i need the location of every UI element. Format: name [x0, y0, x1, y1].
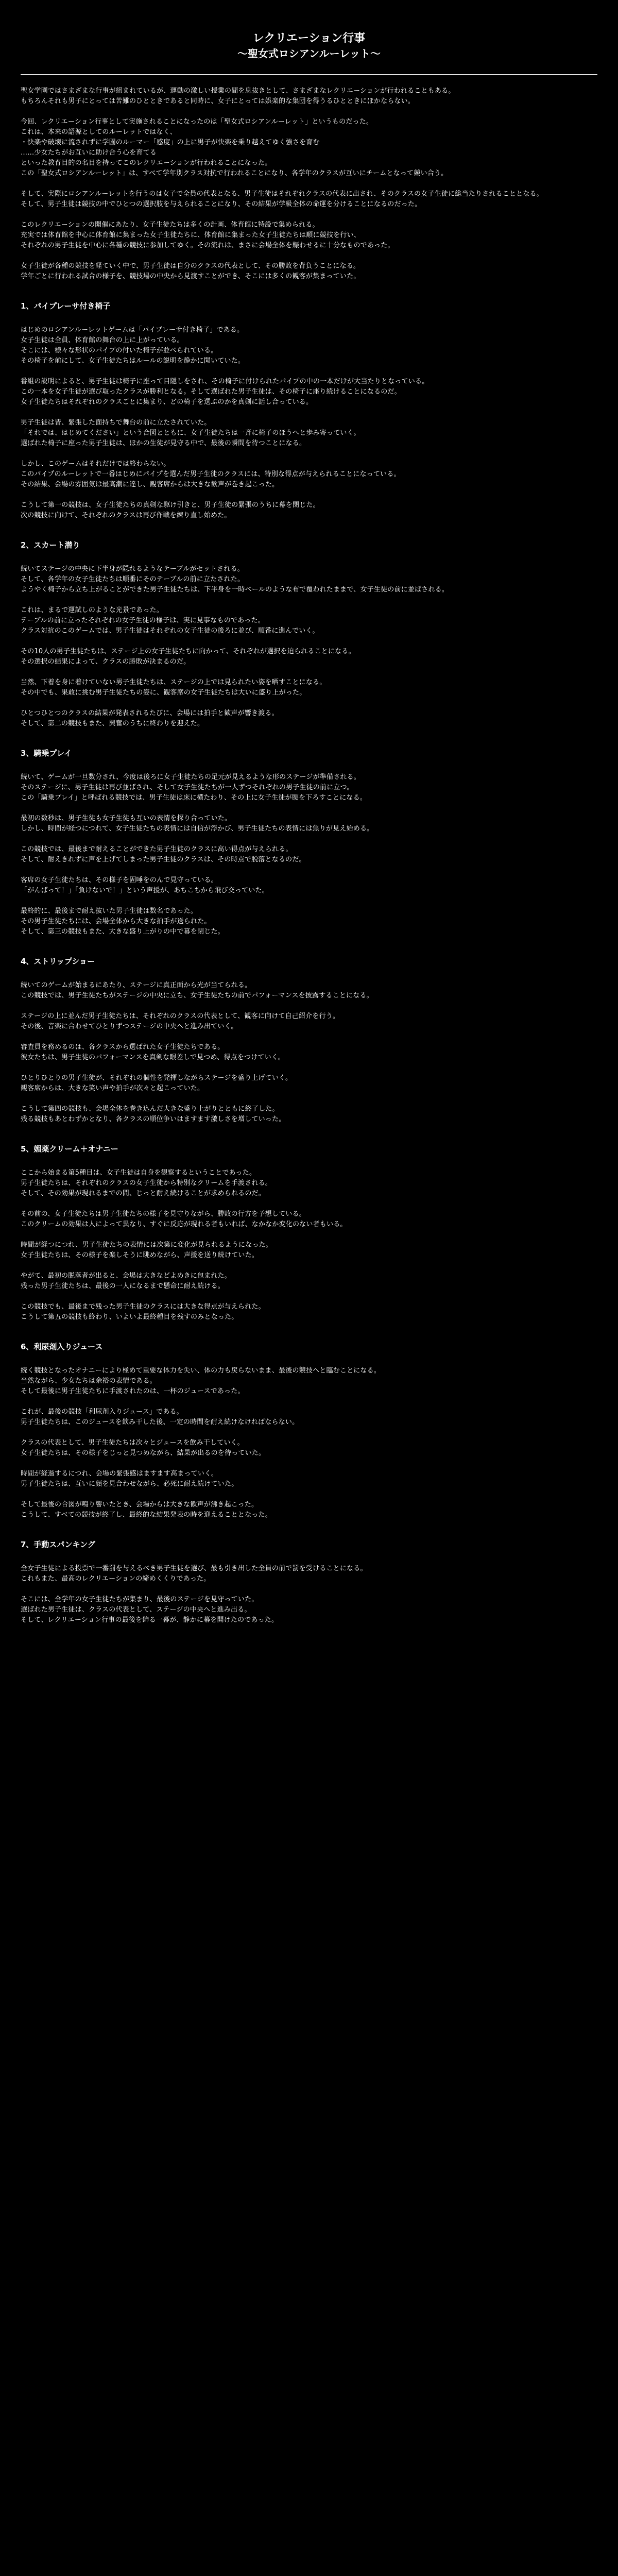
section-paragraph: 当然ながら、少女たちは余裕の表情である。 [21, 1377, 157, 1385]
paragraph-gap [21, 834, 597, 844]
intro-paragraph: 今回、レクリエーション行事として実施されることになったのは「聖女式ロシアンルーレット」というものだった。 [21, 118, 373, 126]
paragraph-gap [21, 698, 597, 708]
section-paragraph: 彼女たちは、男子生徒のパフォーマンスを真剣な眼差しで見つめ、得点をつけていく。 [21, 1054, 285, 1061]
section-heading: 5、媚薬クリーム＋オナニー [21, 1144, 118, 1154]
paragraph-gap [21, 1261, 597, 1271]
paragraph-gap [21, 1292, 597, 1302]
paragraph-gap [21, 490, 597, 500]
section-paragraph: そこには、全学年の女子生徒たちが集まり、最後のステージを見守っていた。 [21, 1596, 259, 1603]
section-paragraph: 「がんばって！」「負けないで！」という声援が、あちこちから飛び交っていた。 [21, 887, 269, 894]
section [21, 748, 597, 937]
section-paragraph: ようやく椅子から立ち上がることができた男子生徒たちは、下半身を一時ベールのような布で覆われたままで、女子生徒の前に並ばされる。 [21, 586, 449, 594]
section-paragraph: クラス対抗のこのゲームでは、男子生徒はそれぞれの女子生徒の後ろに並び、順番に進んでいく。 [21, 627, 319, 635]
section-paragraph: こうして第五の競技も終わり、いよいよ最終種目を残すのみとなった。 [21, 1313, 238, 1321]
section-paragraph: そのステージに、男子生徒は再び並ばされ、そして女子生徒たちが一人ずつそれぞれの男子生徒の前に立つ。 [21, 784, 354, 791]
section-paragraph: ここから始まる第5種目は、女子生徒は自身を観察するということであった。 [21, 1169, 256, 1177]
section-paragraph: こうして第一の競技は、女子生徒たちの真剣な駆け引きと、男子生徒の緊張のうちに幕を閉じた。 [21, 501, 320, 509]
paragraph-gap [21, 803, 597, 814]
section-paragraph: 観客席からは、大きな笑い声や拍手が次々と起こっていた。 [21, 1084, 204, 1092]
section-paragraph: 選ばれた男子生徒は、クラスの代表として、ステージの中央へと進み出る。 [21, 1606, 251, 1614]
section-paragraph: 客席の女子生徒たちは、その様子を固唾をのんで見守っている。 [21, 876, 218, 884]
section-paragraph: ステージの上に並んだ男子生徒たちは、それぞれのクラスの代表として、観客に向けて自己紹介を行う。 [21, 1012, 340, 1020]
section-heading: 7、手動スパンキング [21, 1540, 95, 1549]
section-paragraph: そして、第三の競技もまた、大きな盛り上がりの中で幕を閉じた。 [21, 928, 225, 936]
section-paragraph: この「騎乗プレイ」と呼ばれる競技では、男子生徒は床に横たわり、その上に女子生徒が腰を下ろすことになる。 [21, 794, 367, 802]
section-paragraph: 番組の説明によると、男子生徒は椅子に座って目隠しをされ、その椅子に付けられたパイプの中の一本だけが大当たりとなっている。 [21, 378, 429, 385]
section-paragraph: 男子生徒たちは、それぞれのクラスの女子生徒から特別なクリームを手渡される。 [21, 1179, 272, 1187]
section-paragraph: この一本を女子生徒が選び取ったクラスが勝利となる。そして選ばれた男子生徒は、その椅子に座り続けることになるのだ。 [21, 388, 401, 396]
section [21, 300, 597, 521]
paragraph-gap [21, 107, 597, 117]
section-paragraph: これが、最後の競技「利尿剤入りジュース」である。 [21, 1408, 183, 1416]
section-paragraph: ひとつひとつのクラスの結果が発表されるたびに、会場には拍手と歓声が響き渡る。 [21, 709, 279, 717]
section-paragraph: そして、各学年の女子生徒たちは順番にそのテーブルの前に立たされた。 [21, 575, 245, 583]
section-paragraph: これは、まるで運試しのような光景であった。 [21, 606, 163, 614]
section-paragraph: その前の、女子生徒たちは男子生徒たちの様子を見守りながら、勝敗の行方を予想している。 [21, 1210, 306, 1218]
paragraph-gap [21, 251, 597, 261]
section-paragraph: しかし、このゲームはそれだけでは終わらない。 [21, 460, 170, 468]
section-paragraph: このクリームの効果は人によって異なり、すぐに反応が現れる者もいれば、なかなか変化のない者もいる。 [21, 1221, 347, 1228]
paragraph-gap [21, 865, 597, 875]
section-paragraph: 男子生徒たちは、このジュースを飲み干した後、一定の時間を耐え続けなければならない。 [21, 1418, 299, 1426]
paragraph-gap [21, 1001, 597, 1011]
paragraph-gap [21, 1230, 597, 1240]
paragraph-gap [21, 1397, 597, 1407]
paragraph-gap [21, 449, 597, 459]
section-paragraph: ひとりひとりの男子生徒が、それぞれの個性を発揮しながらステージを盛り上げていく。 [21, 1074, 293, 1082]
section-paragraph: はじめのロシアンルーレットゲームは「パイプレーサ付き椅子」である。 [21, 326, 244, 334]
intro-paragraph: それぞれの男子生徒を中心に各種の競技に参加してゆく。その流れは、まさに会場全体を賑わせるに十分なものであった。 [21, 242, 394, 249]
paragraph-gap [21, 896, 597, 906]
section-heading: 4、ストリップショー [21, 957, 95, 966]
section-paragraph: その椅子を前にして、女子生徒たちはルールの説明を静かに聞いていた。 [21, 357, 245, 365]
section-paragraph: 女子生徒たちは、その様子を楽しそうに眺めながら、声援を送り続けていた。 [21, 1251, 259, 1259]
section-paragraph: 続く競技となったオナニーにより極めて重要な体力を失い、体の力も戻らないまま、最後の競技へと臨むことになる。 [21, 1367, 381, 1375]
section-paragraph: 時間が経過するにつれ、会場の緊張感はますます高まっていく。 [21, 1470, 218, 1478]
page-title: レクリエーション行事 [252, 32, 366, 45]
section-paragraph: 男子生徒たちは、互いに顔を見合わせながら、必死に耐え続けていた。 [21, 1480, 238, 1488]
paragraph-gap [21, 1063, 597, 1073]
section-paragraph: 男子生徒は皆、緊張した面持ちで舞台の前に立たされていた。 [21, 419, 211, 427]
section-paragraph: 最初の数秒は、男子生徒も女子生徒も互いの表情を探り合っていた。 [21, 815, 232, 822]
intro-paragraph: そして、男子生徒は競技の中でひとつの選択肢を与えられることになり、その結果が学級全体の命運を分けることになるのだった。 [21, 200, 422, 208]
section-paragraph: 全女子生徒による投票で一番罰を与えるべき男子生徒を選び、最も引き出した全員の前で罰を受けることになる。 [21, 1565, 367, 1572]
section [21, 1143, 597, 1323]
section-paragraph: 次の競技に向けて、それぞれのクラスは再び作戦を練り直し始めた。 [21, 512, 231, 519]
intro-paragraph: 学年ごとに行われる試合の様子を、競技場の中央から見渡すことができ、そこには多くの観客が集まっていた。 [21, 273, 360, 280]
section-paragraph: この競技では、最後まで耐えることができた男子生徒のクラスに高い得点が与えられる。 [21, 845, 293, 853]
section-paragraph: 続いてステージの中央に下半身が隠れるようなテーブルがセットされる。 [21, 565, 244, 573]
section [21, 1341, 597, 1520]
paragraph-gap [21, 1199, 597, 1209]
intro-paragraph: 充実では体育館を中心に体育館に集まった女子生徒たちに、体育館に集まった女子生徒たちは順に競技を行い、 [21, 231, 361, 239]
intro-paragraph: このレクリエーションの開催にあたり、女子生徒たちは多くの計画、体育館に特設で集められる。 [21, 221, 319, 229]
section-paragraph: テーブルの前に立ったそれぞれの女子生徒の様子は、実に見事なものであった。 [21, 617, 265, 624]
intro-paragraph: そして、実際にロシアンルーレットを行うのは女子で全員の代表となる、男子生徒はそれぞれクラスの代表に出され、そのクラスの女子生徒に総当たりされることとなる。 [21, 190, 543, 198]
page-subtitle: 〜聖女式ロシアンルーレット〜 [237, 47, 381, 60]
section-paragraph: その10人の男子生徒たちは、ステージ上の女子生徒たちに向かって、それぞれが選択を迫られることになる。 [21, 648, 355, 655]
section-paragraph: そして、その効果が現れるまでの間、じっと耐え続けることが求められるのだ。 [21, 1190, 265, 1197]
section-paragraph: こうして第四の競技も、会場全体を巻き込んだ大きな盛り上がりとともに終了した。 [21, 1105, 279, 1113]
paragraph-gap [21, 595, 597, 605]
section-paragraph: そして、耐えきれずに声を上げてしまった男子生徒のクラスは、その時点で脱落となるのだ。 [21, 856, 306, 863]
paragraph-gap [21, 210, 597, 220]
section [21, 1539, 597, 1625]
section-paragraph: そして、レクリエーション行事の最後を飾る一幕が、静かに幕を開けたのであった。 [21, 1616, 279, 1624]
paragraph-gap [21, 1489, 597, 1500]
section-heading: 1、パイプレーサ付き椅子 [21, 301, 111, 311]
paragraph-gap [21, 667, 597, 677]
intro-paragraph: 聖女学園ではさまざまな行事が組まれているが、運動の激しい授業の間を息抜きとして、さまざまなレクリエーションが行われることもある。 [21, 87, 455, 95]
section-paragraph: その中でも、果敢に挑む男子生徒たちの姿に、観客席の女子生徒たちは大いに盛り上がった。 [21, 689, 306, 697]
title-divider [21, 74, 597, 75]
section-paragraph: その選択の結果によって、クラスの勝敗が決まるのだ。 [21, 658, 191, 666]
section-paragraph: その男子生徒たちには、会場全体から大きな拍手が送られた。 [21, 918, 211, 925]
paragraph-gap [21, 636, 597, 647]
paragraph-gap [21, 179, 597, 189]
section-paragraph: この競技では、男子生徒たちがステージの中央に立ち、女子生徒たちの前でパフォーマンスを披露することになる。 [21, 992, 373, 999]
section-paragraph: このパイプのルーレットで一番はじめにパイプを選んだ男子生徒のクラスには、特別な得点が与えられることになっている。 [21, 470, 401, 478]
section-paragraph: 「それでは、はじめてください」という合図とともに、女子生徒たちは一斉に椅子のほうへと歩み寄っていく。 [21, 429, 360, 437]
section-heading: 2、スカート潜り [21, 540, 80, 550]
section [21, 539, 597, 729]
intro-paragraph: といった教育目的の名目を持ってこのレクリエーションが行われることになった。 [21, 159, 272, 167]
intro-paragraph: もちろんそれも男子にとっては苦難のひとときであると同時に、女子にとっては娯楽的な集団を得うるひとときにほかならない。 [21, 97, 415, 105]
paragraph-gap [21, 366, 597, 377]
section-paragraph: 選ばれた椅子に座った男子生徒は、ほかの生徒が見守る中で、最後の瞬間を待つことになる。 [21, 439, 306, 447]
paragraph-gap [21, 1459, 597, 1469]
intro-paragraph: ……少女たちがお互いに助け合う心を育てる [21, 149, 157, 157]
section-paragraph: 最終的に、最後まで耐え抜いた男子生徒は数名であった。 [21, 907, 198, 915]
paragraph-gap [21, 408, 597, 418]
title-block [21, 0, 597, 61]
section-paragraph: 続いてのゲームが始まるにあたり、ステージに真正面から光が当てられる。 [21, 981, 252, 989]
paragraph-gap [21, 1032, 597, 1042]
section-paragraph: 女子生徒たちはそれぞれのクラスごとに集まり、どの椅子を選ぶのかを真剣に話し合っている。 [21, 398, 313, 406]
sections-container [21, 300, 597, 1625]
section-paragraph: しかし、時間が経つにつれて、女子生徒たちの表情には自信が浮かび、男子生徒たちの表情には焦りが見え始める。 [21, 825, 374, 833]
intro-paragraph: ・快楽や破壊に流されずに学園のルーマー「感度」の上に男子が快楽を乗り越えてゆく強さを育む [21, 139, 320, 146]
section [21, 956, 597, 1125]
section-heading: 6、利尿剤入りジュース [21, 1342, 103, 1351]
intro-paragraph: これは、本来の語源としてのルーレットではなく、 [21, 128, 177, 136]
section-paragraph: こうして、すべての競技が終了し、最終的な結果発表の時を迎えることとなった。 [21, 1511, 272, 1519]
intro-text [21, 86, 597, 282]
section-paragraph: その結果、会場の雰囲気は最高潮に達し、観客席からは大きな歓声が巻き起こった。 [21, 481, 279, 488]
section-paragraph: そして、第二の競技もまた、興奮のうちに終わりを迎えた。 [21, 720, 204, 727]
section-paragraph: そして最後の合図が鳴り響いたとき、会場からは大きな歓声が沸き起こった。 [21, 1501, 259, 1509]
section-paragraph: 続いて、ゲームが一旦数分され、今度は後ろに女子生徒たちの足元が見えるような形のステージが準備される。 [21, 773, 361, 781]
section-paragraph: そして最後に男子生徒たちに手渡されたのは、一杯のジュースであった。 [21, 1387, 245, 1395]
section-paragraph: 審査員を務めるのは、各クラスから選ばれた女子生徒たちである。 [21, 1043, 225, 1051]
paragraph-gap [21, 1094, 597, 1104]
section-paragraph: その後、音楽に合わせてひとりずつステージの中央へと進み出ていく。 [21, 1023, 238, 1030]
section-heading: 3、騎乗プレイ [21, 749, 72, 758]
paragraph-gap [21, 1584, 597, 1595]
section-paragraph: 女子生徒は全員、体育館の舞台の上に上がっている。 [21, 336, 184, 344]
paragraph-gap [21, 1428, 597, 1438]
section-paragraph: 残った男子生徒たちは、最後の一人になるまで懸命に耐え続ける。 [21, 1282, 225, 1290]
section-paragraph: やがて、最初の脱落者が出ると、会場は大きなどよめきに包まれた。 [21, 1272, 231, 1280]
intro-paragraph: この「聖女式ロシアンルーレット」は、すべて学年別クラス対抗で行われることになり、各学年のクラスが互いにチームとなって競い合う。 [21, 170, 448, 177]
section-paragraph: 残る競技もあとわずかとなり、各クラスの順位争いはますます激しさを増していった。 [21, 1115, 286, 1123]
section-paragraph: この競技でも、最後まで残った男子生徒のクラスには大きな得点が与えられた。 [21, 1303, 265, 1311]
section-paragraph: クラスの代表として、男子生徒たちは次々とジュースを飲み干していく。 [21, 1439, 244, 1447]
section-paragraph: 時間が経つにつれ、男子生徒たちの表情には次第に変化が見られるようになった。 [21, 1241, 272, 1249]
section-paragraph: これもまた、最高のレクリエーションの締めくくりであった。 [21, 1575, 211, 1583]
section-paragraph: そこには、様々な形状のパイプの付いた椅子が並べられている。 [21, 347, 218, 354]
section-paragraph: 当然、下着を身に着けていない男子生徒たちは、ステージの上では見られたい姿を晒すことになる。 [21, 679, 327, 686]
intro-paragraph: 女子生徒が各種の競技を経ていく中で、男子生徒は自分のクラスの代表として、その勝敗を背負うことになる。 [21, 262, 360, 270]
section-paragraph: 女子生徒たちは、その様子をじっと見つめながら、結果が出るのを待っていた。 [21, 1449, 266, 1457]
